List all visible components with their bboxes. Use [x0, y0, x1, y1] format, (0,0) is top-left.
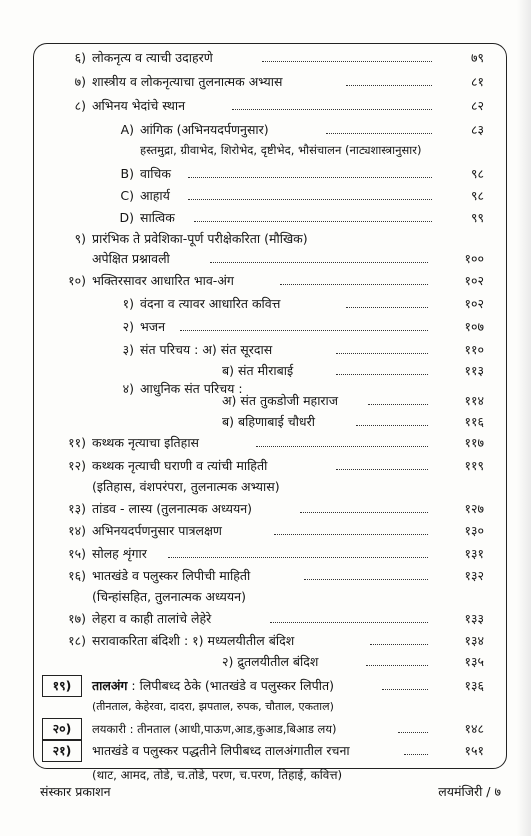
entry-page: १३३: [464, 611, 484, 626]
entry-number: १): [122, 296, 134, 311]
entry-number: १५): [68, 546, 86, 561]
entry-page: १३४: [464, 633, 484, 648]
entry-page: ९८: [470, 166, 484, 181]
entry-number: १४): [68, 523, 86, 538]
entry-page: १३२: [464, 568, 484, 583]
leader-dots: [346, 307, 428, 308]
footer-publisher: संस्कार प्रकाशन: [40, 784, 111, 799]
leader-dots: [304, 579, 428, 580]
entry-number: ६): [74, 50, 86, 65]
toc-entry: [0, 499, 531, 519]
entry-title: प्रारंभिक ते प्रवेशिका-पूर्ण परीक्षेकरिता (मौखिक): [92, 231, 308, 246]
leader-dots: [346, 85, 432, 86]
leader-dots: [270, 622, 428, 623]
entry-title: (तीनताल, केहेरवा, दादरा, झपताल, रुपक, चौताल, एकताल): [92, 700, 334, 713]
leader-dots: [366, 665, 428, 666]
toc-entry: [0, 140, 531, 160]
leader-dots: [280, 284, 428, 285]
footer-page-label: लयमंजिरी / ७: [438, 784, 501, 799]
leader-dots: [370, 644, 428, 645]
toc-entry: [0, 566, 531, 586]
leader-dots: [232, 109, 432, 110]
entry-page: १३५: [464, 654, 484, 669]
entry-page: १३६: [464, 678, 484, 693]
entry-title: (चिन्हांसहित, तुलनात्मक अध्ययन): [92, 589, 246, 604]
toc-entry: [0, 249, 531, 269]
entry-number-boxed: २१): [42, 740, 82, 762]
toc-entry: [0, 96, 531, 116]
leader-dots: [194, 221, 432, 222]
entry-number: १२): [68, 458, 86, 473]
entry-page: १३१: [464, 546, 484, 561]
entry-page: ७९: [470, 50, 484, 65]
entry-title: अ) संत तुकडोजी महाराज: [222, 393, 339, 408]
leader-dots: [336, 374, 428, 375]
entry-title: कथ्थक नृत्याचा इतिहास: [92, 435, 200, 450]
entry-page: ९९: [470, 210, 484, 225]
toc-entry: [0, 120, 531, 140]
entry-page: १०२: [464, 273, 484, 288]
toc-entry: [0, 340, 531, 360]
entry-title: वंदना व त्यावर आधारित कवित्त: [140, 296, 281, 311]
leader-dots: [356, 425, 428, 426]
entry-title-bold: तालअंग: [92, 678, 128, 693]
entry-page: १२७: [464, 501, 484, 516]
entry-title: तांडव - लास्य (तुलनात्मक अध्ययन): [92, 501, 253, 516]
toc-entry: [0, 271, 531, 291]
entry-page: १५१: [464, 743, 484, 758]
entry-title: (थाट, आमद, तोडे, च.तोडे, परण, च.परण, तिहाई, कवित्त): [92, 768, 343, 782]
page-edge-shadow: [517, 0, 531, 836]
entry-title: सात्विक: [140, 210, 175, 225]
toc-entry: [0, 48, 531, 68]
entry-page: ११४: [464, 393, 484, 408]
leader-dots: [168, 557, 428, 558]
toc-entry: [0, 587, 531, 607]
toc-entry: [0, 652, 531, 672]
toc-entry: [0, 765, 531, 785]
toc-entry: [0, 477, 531, 497]
entry-title: सरावाकरिता बंदिशी : १) मध्यलयीतील बंदिश: [92, 633, 295, 648]
entry-page: ११६: [464, 414, 484, 429]
entry-page: ८२: [470, 98, 484, 113]
entry-title-wrap: [92, 719, 337, 739]
toc-entry: [0, 676, 531, 696]
toc-entry: [0, 186, 531, 206]
entry-number: १६): [68, 568, 86, 583]
toc-entry: [0, 361, 531, 381]
entry-title: [92, 676, 334, 696]
toc-entry: [0, 456, 531, 476]
entry-title: भातखंडे व पलुस्कर पद्धतीने लिपीबध्द तालअंगातील रचना: [92, 743, 350, 758]
entry-number: १७): [68, 611, 86, 626]
toc-entry: [0, 294, 531, 314]
leader-dots: [188, 199, 432, 200]
entry-number: २): [122, 319, 134, 334]
entry-number: ३): [122, 342, 134, 357]
leader-dots: [274, 534, 428, 535]
leader-dots: [188, 177, 432, 178]
entry-title: अभिनय भेदांचे स्थान: [92, 98, 186, 113]
toc-entry: [0, 609, 531, 629]
entry-title: अभिनयदर्पणनुसार पात्रलक्षण: [92, 523, 222, 538]
entry-page: ९८: [470, 188, 484, 203]
toc-entry: [0, 412, 531, 432]
leader-dots: [398, 732, 428, 733]
toc-entry: [0, 433, 531, 453]
entry-number: १८): [68, 633, 86, 648]
entry-title: आधुनिक संत परिचय :: [140, 381, 243, 396]
entry-page: ११७: [464, 435, 484, 450]
leader-dots: [368, 404, 428, 405]
entry-page: ८३: [470, 122, 484, 137]
toc-entry: [0, 72, 531, 92]
leader-dots: [180, 330, 428, 331]
entry-number: ४): [122, 381, 134, 396]
toc-entry: [0, 631, 531, 651]
leader-dots: [382, 689, 428, 690]
entry-page: १०७: [464, 319, 484, 334]
entry-number: ११): [68, 435, 86, 450]
entry-page: १००: [464, 251, 484, 266]
leader-dots: [336, 353, 428, 354]
leader-dots: [336, 469, 428, 470]
entry-title: आहार्य: [140, 188, 170, 203]
entry-page: ११०: [464, 342, 484, 357]
leader-dots: [326, 133, 432, 134]
entry-number: D): [119, 210, 134, 225]
toc-entry: [0, 317, 531, 337]
entry-title: संत परिचय : अ) संत सूरदास: [140, 342, 273, 357]
entry-title: ब) संत मीराबाई: [222, 363, 294, 378]
entry-title: कथ्थक नृत्याची घराणी व त्यांची माहिती: [92, 458, 268, 473]
entry-title: भक्तिरसावर आधारित भाव-अंग: [92, 273, 234, 288]
entry-page: ११९: [464, 458, 484, 473]
toc-entry: [0, 164, 531, 184]
entry-number: १०): [68, 273, 86, 288]
entry-number-boxed: २०): [42, 718, 82, 740]
entry-title: हस्तमुद्रा, ग्रीवाभेद, शिरोभेद, दृष्टीभेद, भौसंचालन (नाट्यशास्त्रानुसार): [140, 143, 422, 157]
entry-title: २) द्रुतलयीतील बंदिश: [222, 654, 319, 669]
toc-entry: [0, 719, 531, 739]
entry-page: ११३: [464, 363, 484, 378]
entry-title: वाचिक: [140, 166, 171, 181]
entry-number: ७): [74, 74, 86, 89]
entry-number: C): [120, 188, 134, 203]
toc-entry: [0, 521, 531, 541]
entry-number: १३): [68, 501, 86, 516]
entry-title: ब) बहिणाबाई चौधरी: [222, 414, 315, 429]
entry-page: १३०: [464, 523, 484, 538]
leader-dots: [300, 512, 428, 513]
entry-number: B): [120, 166, 134, 181]
entry-title-rest: : लिपीबध्द ठेके (भातखंडे व पलुस्कर लिपीत): [127, 678, 334, 693]
entry-title: लेहरा व काही तालांचे लेहेरे: [92, 611, 212, 626]
toc-entry: [0, 391, 531, 411]
toc-entry: [0, 208, 531, 228]
entry-page: १४८: [464, 721, 484, 736]
leader-dots: [262, 61, 432, 62]
entry-number: ९): [74, 231, 86, 246]
entry-title: लोकनृत्य व त्याची उदाहरणे: [92, 50, 213, 65]
toc-entry: [0, 741, 531, 761]
entry-page: ८१: [470, 74, 484, 89]
entry-page: १०२: [464, 296, 484, 311]
entry-title: सोलह शृंगार: [92, 546, 147, 561]
entry-title: आंगिक (अभिनयदर्पणनुसार): [140, 122, 269, 137]
leader-dots: [210, 262, 428, 263]
entry-title: अपेक्षित प्रश्नावली: [92, 251, 170, 266]
entry-title: लयकारी : तीनताल (आधी,पाऊण,आड,कुआड,बिआड लय): [92, 722, 337, 736]
entry-number: A): [120, 122, 134, 137]
entry-number: ८): [74, 98, 86, 113]
toc-entry: [0, 229, 531, 249]
leader-dots: [256, 446, 428, 447]
entry-title: (इतिहास, वंशपरंपरा, तुलनात्मक अभ्यास): [92, 479, 280, 494]
entry-title: भातखंडे व पलुस्कर लिपीची माहिती: [92, 568, 251, 583]
toc-entry: [0, 697, 531, 717]
entry-title: शास्त्रीय व लोकनृत्याचा तुलनात्मक अभ्यास: [92, 74, 283, 89]
entry-title: भजन: [140, 319, 166, 334]
leader-dots: [404, 754, 428, 755]
entry-number-boxed: १९): [42, 675, 82, 697]
toc-entry: [0, 544, 531, 564]
